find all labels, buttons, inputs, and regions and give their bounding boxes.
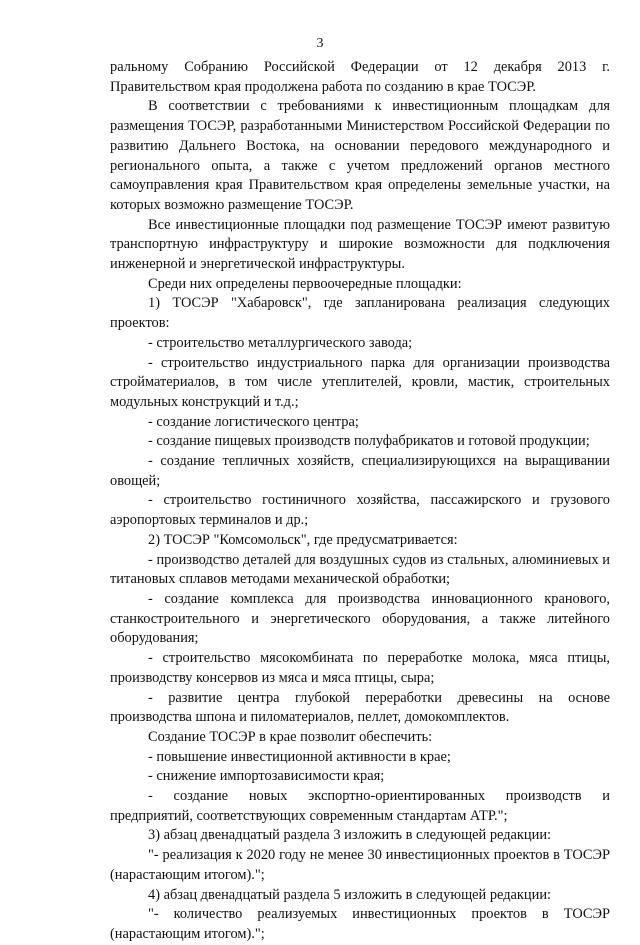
list-item: - строительство гостиничного хозяйства, пассажирского и грузового аэропортовых терминалов и др.; — [110, 492, 610, 529]
list-item: - строительство индустриального парка для организации производства стройматериалов, в том числе утеплителей, кровли, мастик, строительных модульных конструкций и т.д.; — [110, 354, 610, 410]
list-item: - развитие центра глубокой переработки древесины на основе производства шпона и пиломатериалов, пеллет, домокомплектов. — [110, 689, 610, 726]
list-item: - создание тепличных хозяйств, специализирующихся на выращивании овощей; — [110, 453, 610, 489]
list-item: - создание пищевых производств полуфабрикатов и готовой продукции; — [148, 433, 590, 450]
list-item: - создание комплекса для производства инновационного кранового, станкостроительного и энергетического оборудования, а также литейного оборудования; — [110, 590, 610, 647]
list-item: - создание логистического центра; — [148, 413, 359, 430]
page-number: 3 — [316, 36, 324, 51]
list-item: - создание новых экспортно-ориентированных производств и предприятий, соответствующих современным стандартам АТР."; — [110, 788, 610, 824]
amendment-text: "- количество реализуемых инвестиционных проектов в ТОСЭР (нарастающим итогом)."; — [110, 906, 610, 942]
paragraph: Среди них определены первоочередные площадки: — [148, 275, 462, 292]
amendment-item: 3) абзац двенадцатый раздела 3 изложить в следующей редакции: — [148, 827, 552, 844]
list-item: - производство деталей для воздушных судов из стальных, алюминиевых и титановых сплавов методами механической обработки; — [110, 551, 610, 588]
list-item: - строительство мясокомбината по переработке молока, мяса птицы, производству консервов из мяса и мяса птицы, сыра; — [110, 650, 610, 686]
list-item: 1) ТОСЭР "Хабаровск", где запланирована реализация следующих проектов: — [110, 295, 610, 332]
list-item: - снижение импортозависимости края; — [148, 768, 385, 785]
list-item: - повышение инвестиционной активности в крае; — [148, 748, 451, 765]
amendment-item: 4) абзац двенадцатый раздела 5 изложить в следующей редакции: — [148, 886, 552, 903]
list-item: - строительство металлургического завода; — [148, 334, 413, 351]
document-body — [110, 58, 610, 945]
paragraph: ральному Собранию Российской Федерации от 12 декабря 2013 г. Правительством края продолжена работа по созданию в крае ТОСЭР. — [110, 59, 610, 95]
paragraph: В соответствии с требованиями к инвестиционным площадкам для размещения ТОСЭР, разработанными Министерством Российской Федерации по развитию Дальнего Востока, на основании передового международного и регионального опыта, а также с учетом предложений органов местного самоуправления края Правительством края определены земельные участки, на которых возможно размещение ТОСЭР. — [110, 98, 610, 213]
amendment-text: "- реализация к 2020 году не менее 30 инвестиционных проектов в ТОСЭР (нарастающим итогом)."; — [110, 847, 610, 883]
paragraph: Все инвестиционные площадки под размещение ТОСЭР имеют развитую транспортную инфраструктуру и широкие возможности для подключения инженерной и энергетической инфраструктуры. — [110, 216, 610, 273]
paragraph: Создание ТОСЭР в крае позволит обеспечить: — [148, 728, 433, 745]
list-item: 2) ТОСЭР "Комсомольск", где предусматривается: — [148, 531, 458, 548]
